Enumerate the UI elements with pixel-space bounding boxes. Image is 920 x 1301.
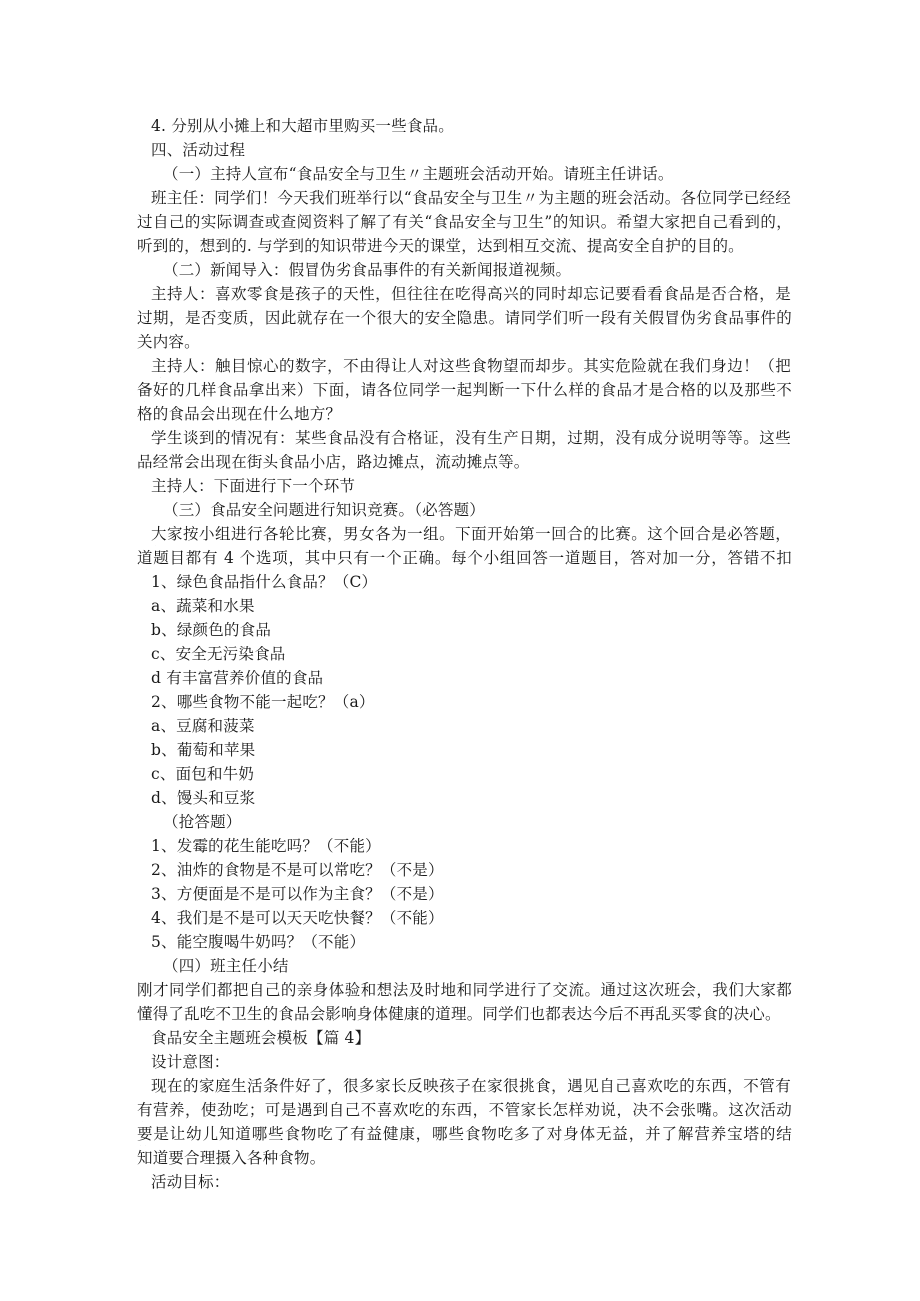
text-line: 现在的家庭生活条件好了，很多家长反映孩子在家很挑食，遇见自己喜欢吃的东西，不管有 [151, 1077, 791, 1095]
text-line: 过期，是否变质，因此就存在一个很大的安全隐患。请同学们听一段有关假冒伪劣食品事件的 [137, 309, 792, 327]
question-item: 2、油炸的食物是不是可以常吃？（不是） [151, 861, 444, 879]
text-line: （二）新闻导入：假冒伪劣食品事件的有关新闻报道视频。 [163, 261, 572, 279]
text-line: 听到的，想到的. 与学到的知识带进今天的课堂，达到相互交流、提高安全自护的目的。 [137, 237, 744, 255]
text-line: 活动目标： [151, 1173, 230, 1191]
option-item: d、馒头和豆浆 [151, 789, 256, 807]
option-item: d 有丰富营养价值的食品 [151, 669, 324, 687]
text-line: （三）食品安全问题进行知识竞赛。（必答题） [163, 501, 485, 519]
section-heading: 食品安全主题班会模板【篇 4】 [151, 1029, 371, 1047]
text-line: 班主任：同学们！今天我们班举行以“食品安全与卫生〃为主题的班会活动。各位同学已经经 [151, 189, 791, 207]
text-line: 设计意图： [151, 1053, 230, 1071]
text-line: （四）班主任小结 [163, 957, 289, 975]
option-item: a、蔬菜和水果 [151, 597, 255, 615]
text-line: 主持人：下面进行下一个环节 [151, 477, 356, 495]
text-line: 懂得了乱吃不卫生的食品会影响身体健康的道理。同学们也都表达今后不再乱买零食的决心。 [137, 1005, 781, 1023]
text-line: 知道要合理摄入各种食物。 [137, 1149, 326, 1167]
option-item: a、豆腐和菠菜 [151, 717, 255, 735]
text-line: 刚才同学们都把自己的亲身体验和想法及时地和同学进行了交流。通过这次班会，我们大家都 [137, 981, 792, 999]
question-item: 2、哪些食物不能一起吃？（a） [151, 693, 375, 711]
text-line: 主持人：触目惊心的数字，不由得让人对这些食物望而却步。其实危险就在我们身边！（把 [151, 357, 791, 375]
text-line: 品经常会出现在街头食品小店，路边摊点，流动摊点等。 [137, 453, 530, 471]
text-line: 有营养，使劲吃；可是遇到自己不喜欢吃的东西，不管家长怎样劝说，决不会张嘴。这次活动 [137, 1101, 792, 1119]
text-line: 备好的几样食品拿出来）下面，请各位同学一起判断一下什么样的食品才是合格的以及那些不 [137, 381, 792, 399]
option-item: c、面包和牛奶 [151, 765, 255, 783]
question-item: 4、我们是不是可以天天吃快餐？（不能） [151, 909, 444, 927]
option-item: b、绿颜色的食品 [151, 621, 272, 639]
option-item: c、安全无污染食品 [151, 645, 286, 663]
question-item: 1、发霉的花生能吃吗？（不能） [151, 837, 381, 855]
text-line: 学生谈到的情况有：某些食品没有合格证，没有生产日期，过期，没有成分说明等等。这些 [151, 429, 791, 447]
text-line: 道题目都有 4 个选项，其中只有一个正确。每个小组回答一道题目，答对加一分，答错不扣 [137, 549, 792, 567]
question-item: 3、方便面是不是可以作为主食？（不是） [151, 885, 444, 903]
text-line: 大家按小组进行各轮比赛，男女各为一组。下面开始第一回合的比赛。这个回合是必答题， [151, 525, 791, 543]
text-line: 关内容。 [137, 333, 200, 351]
question-item: 5、能空腹喝牛奶吗？（不能） [151, 933, 366, 951]
question-item: 1、绿色食品指什么食品？（C） [151, 573, 378, 591]
text-line: 过自己的实际调查或查阅资料了解了有关“食品安全与卫生”的知识。希望大家把自己看到的， [137, 213, 792, 231]
text-line: 主持人：喜欢零食是孩子的天性，但往往在吃得高兴的同时却忘记要看看食品是否合格，是 [151, 285, 791, 303]
text-line: 格的食品会出现在什么地方？ [137, 405, 342, 423]
section-heading: 四、活动过程 [151, 141, 246, 159]
text-line: 要是让幼儿知道哪些食物吃了有益健康，哪些食物吃多了对身体无益，并了解营养宝塔的结 [137, 1125, 792, 1143]
text-line: 4. 分别从小摊上和大超市里购买一些食品。 [151, 117, 454, 135]
text-line: （一）主持人宣布“食品安全与卫生〃主题班会活动开始。请班主任讲话。 [163, 165, 674, 183]
text-line: （抢答题） [163, 813, 242, 831]
option-item: b、葡萄和苹果 [151, 741, 256, 759]
